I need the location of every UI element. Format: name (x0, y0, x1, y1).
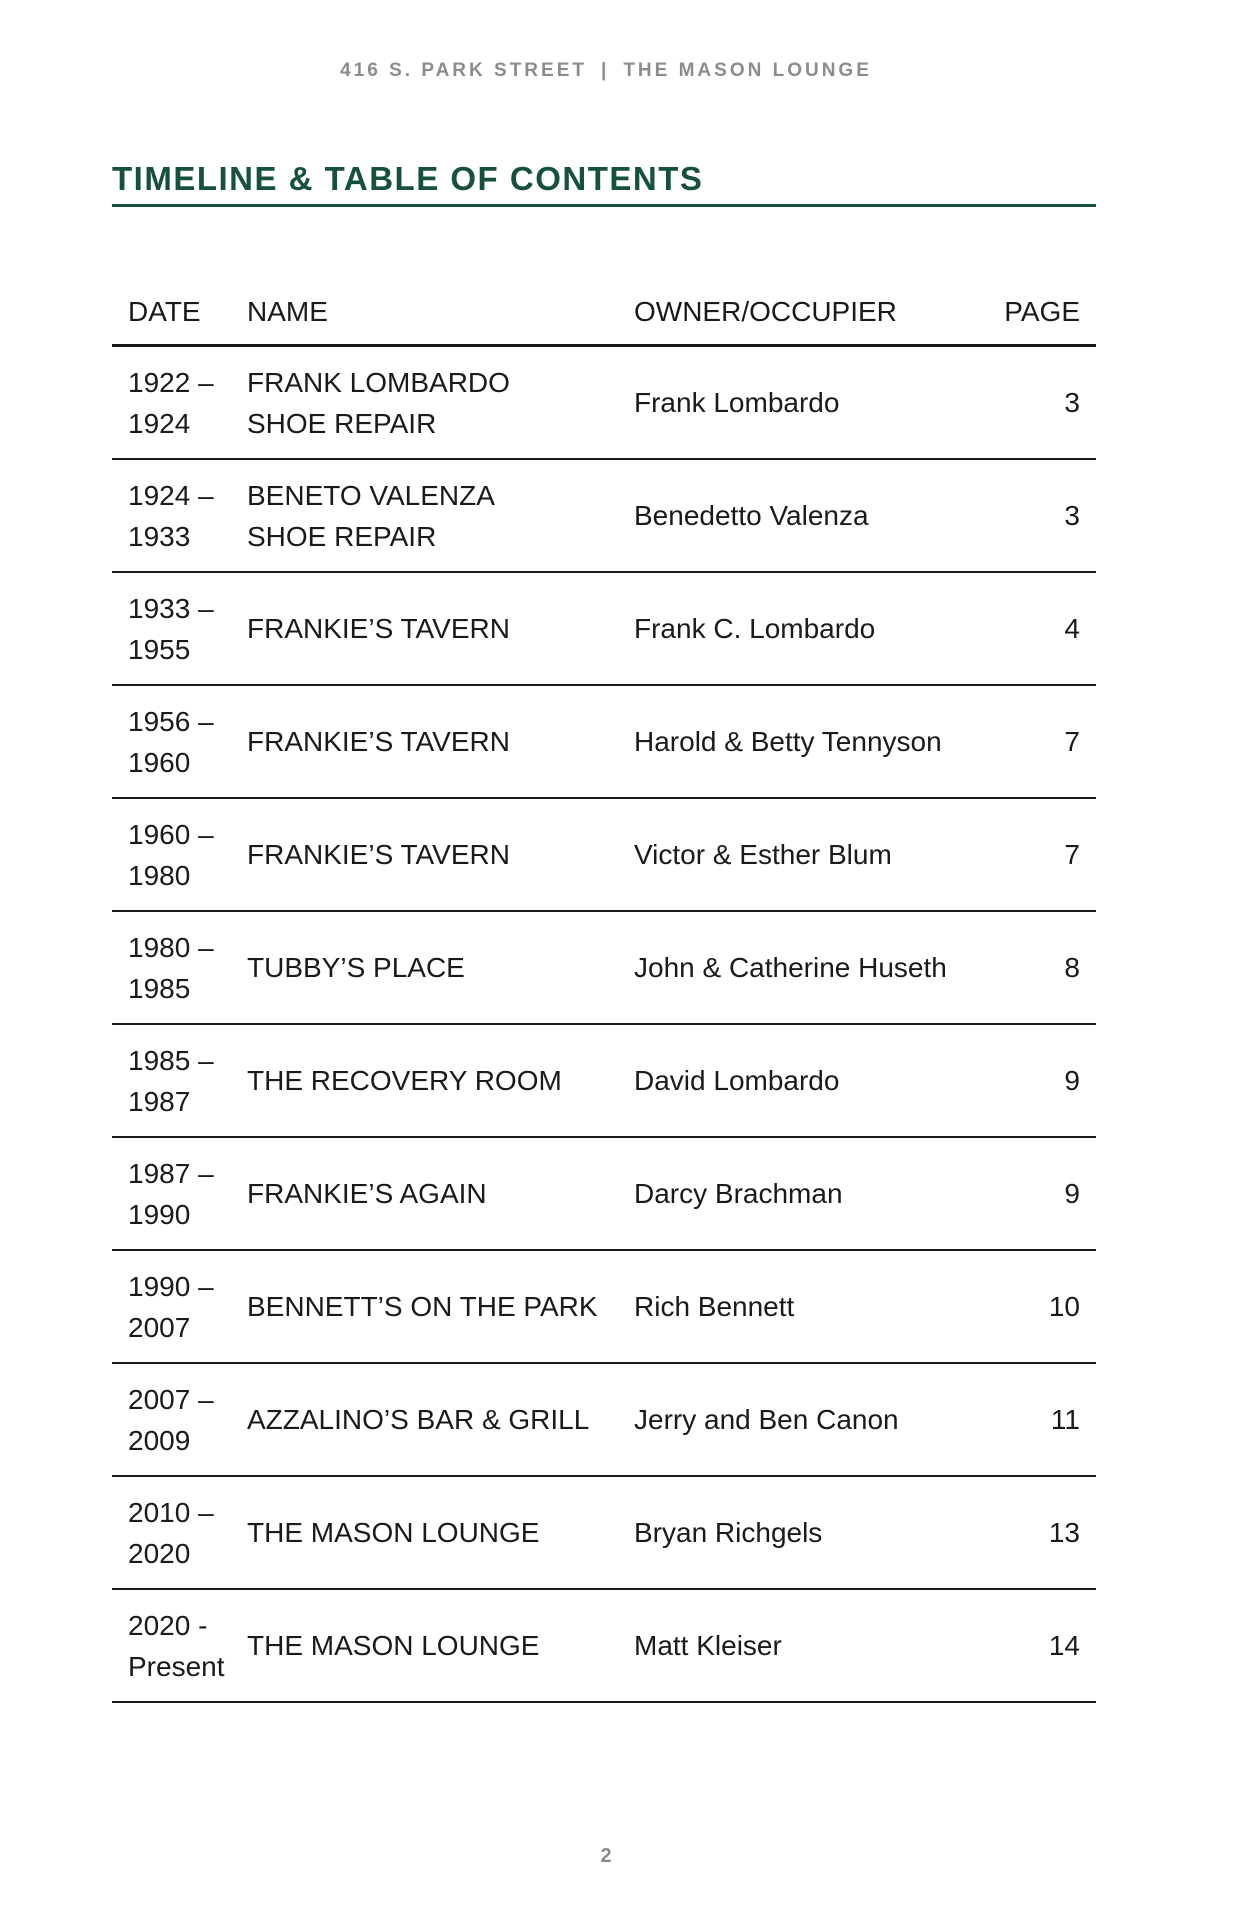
name-cell (247, 685, 634, 798)
date-start: 1933 – (128, 592, 214, 624)
page-cell: 9 (984, 1137, 1096, 1250)
table-header-row (112, 296, 1096, 346)
table-row (112, 1476, 1096, 1589)
date-cell (112, 459, 247, 572)
header-address: 416 S. PARK STREET (340, 60, 587, 81)
business-name: FRANKIE’S AGAIN (247, 1178, 487, 1209)
table-row (112, 911, 1096, 1024)
header-venue: THE MASON LOUNGE (623, 60, 872, 81)
date-start: 2020 - (128, 1609, 208, 1641)
owner-cell: Harold & Betty Tennyson (634, 685, 984, 798)
table-row (112, 572, 1096, 685)
page-cell: 11 (984, 1363, 1096, 1476)
name-cell (247, 346, 634, 460)
date-end: 1980 (128, 859, 191, 891)
date-start: 2007 – (128, 1383, 214, 1415)
page-cell: 10 (984, 1250, 1096, 1363)
business-name: TUBBY’S PLACE (247, 952, 465, 983)
page-cell: 7 (984, 685, 1096, 798)
owner-cell: John & Catherine Huseth (634, 911, 984, 1024)
page-cell: 7 (984, 798, 1096, 911)
timeline-table (112, 296, 1096, 1703)
table-row (112, 1137, 1096, 1250)
date-end: 1987 (128, 1085, 191, 1117)
date-start: 2010 – (128, 1496, 214, 1528)
name-cell (247, 459, 634, 572)
owner-cell: David Lombardo (634, 1024, 984, 1137)
business-name: THE MASON LOUNGE (247, 1630, 540, 1661)
name-cell (247, 1137, 634, 1250)
column-header-name: NAME (247, 296, 634, 346)
date-end: 2007 (128, 1311, 191, 1343)
date-start: 1985 – (128, 1044, 214, 1076)
table-row (112, 346, 1096, 460)
date-cell (112, 1137, 247, 1250)
date-end: 1955 (128, 633, 191, 665)
date-start: 1990 – (128, 1270, 214, 1302)
name-cell (247, 572, 634, 685)
column-header-owner: OWNER/OCCUPIER (634, 296, 984, 346)
table-row (112, 798, 1096, 911)
date-cell (112, 572, 247, 685)
table-row (112, 1250, 1096, 1363)
date-cell (112, 685, 247, 798)
date-cell (112, 1589, 247, 1702)
name-cell (247, 1363, 634, 1476)
business-name: THE MASON LOUNGE (247, 1517, 540, 1548)
date-cell (112, 1250, 247, 1363)
page-cell: 3 (984, 346, 1096, 460)
date-cell (112, 346, 247, 460)
business-name: THE RECOVERY ROOM (247, 1065, 562, 1096)
name-cell (247, 911, 634, 1024)
owner-cell: Bryan Richgels (634, 1476, 984, 1589)
table-row (112, 1363, 1096, 1476)
owner-cell: Benedetto Valenza (634, 459, 984, 572)
business-name: AZZALINO’S BAR & GRILL (247, 1404, 590, 1435)
date-start: 1924 – (128, 479, 214, 511)
table-body (112, 346, 1096, 1703)
date-start: 1960 – (128, 818, 214, 850)
business-name: FRANKIE’S TAVERN (247, 839, 510, 870)
business-name: FRANK LOMBARDO (247, 366, 510, 398)
date-end: 2009 (128, 1424, 191, 1456)
owner-cell: Matt Kleiser (634, 1589, 984, 1702)
date-end: 1960 (128, 746, 191, 778)
column-header-date: DATE (112, 296, 247, 346)
section-title: TIMELINE & TABLE OF CONTENTS (112, 160, 1096, 207)
name-cell (247, 1024, 634, 1137)
owner-cell: Rich Bennett (634, 1250, 984, 1363)
date-end: 1990 (128, 1198, 191, 1230)
business-name: FRANKIE’S TAVERN (247, 726, 510, 757)
date-cell (112, 1476, 247, 1589)
owner-cell: Victor & Esther Blum (634, 798, 984, 911)
name-cell (247, 798, 634, 911)
business-name: FRANKIE’S TAVERN (247, 613, 510, 644)
date-start: 1980 – (128, 931, 214, 963)
page-cell: 8 (984, 911, 1096, 1024)
business-name-continued: SHOE REPAIR (247, 520, 437, 552)
date-cell (112, 1363, 247, 1476)
page-cell: 4 (984, 572, 1096, 685)
header-separator: | (600, 60, 610, 81)
date-cell (112, 798, 247, 911)
date-end: 1933 (128, 520, 191, 552)
table-row (112, 459, 1096, 572)
owner-cell: Frank Lombardo (634, 346, 984, 460)
page-cell: 9 (984, 1024, 1096, 1137)
date-end: 1924 (128, 407, 191, 439)
date-cell (112, 1024, 247, 1137)
table-row (112, 1589, 1096, 1702)
owner-cell: Frank C. Lombardo (634, 572, 984, 685)
table-row (112, 685, 1096, 798)
date-cell (112, 911, 247, 1024)
column-header-page: PAGE (984, 296, 1096, 346)
name-cell (247, 1476, 634, 1589)
page-cell: 13 (984, 1476, 1096, 1589)
business-name: BENETO VALENZA (247, 479, 495, 511)
page-cell: 14 (984, 1589, 1096, 1702)
date-start: 1956 – (128, 705, 214, 737)
table-row (112, 1024, 1096, 1137)
date-start: 1922 – (128, 366, 214, 398)
business-name: BENNETT’S ON THE PARK (247, 1291, 598, 1322)
date-start: 1987 – (128, 1157, 214, 1189)
date-end: Present (128, 1650, 225, 1682)
running-header (0, 60, 1212, 82)
owner-cell: Darcy Brachman (634, 1137, 984, 1250)
date-end: 1985 (128, 972, 191, 1004)
business-name-continued: SHOE REPAIR (247, 407, 437, 439)
name-cell (247, 1250, 634, 1363)
owner-cell: Jerry and Ben Canon (634, 1363, 984, 1476)
page-cell: 3 (984, 459, 1096, 572)
name-cell (247, 1589, 634, 1702)
date-end: 2020 (128, 1537, 191, 1569)
page-number: 2 (600, 1845, 612, 1867)
